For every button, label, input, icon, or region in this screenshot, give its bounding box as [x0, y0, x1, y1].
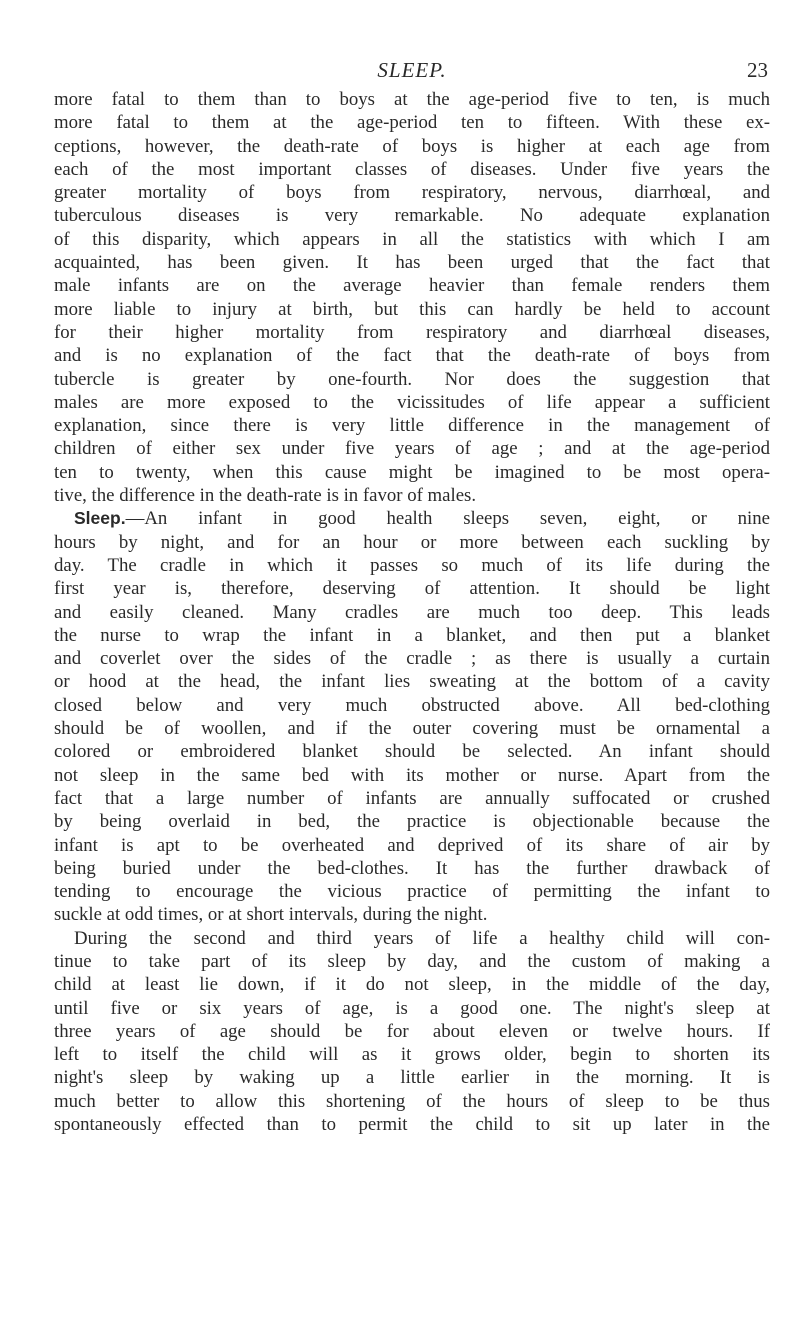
text-line: left to itself the child will as it grows older, begin to shorten its [54, 1044, 770, 1066]
text-line: for their higher mortality from respiratory and diarrhœal diseases, [54, 321, 770, 343]
text-line: greater mortality of boys from respiratory, nervous, diarrhœal, and [54, 182, 770, 204]
page-number: 23 [747, 58, 768, 82]
text-line: until five or six years of age, is a good one. The night's sleep at [54, 997, 770, 1019]
text-line: infant is apt to be overheated and deprived of its share of air by [54, 834, 770, 856]
text-line: During the second and third years of life a healthy child will con- [74, 927, 770, 949]
text-line: more fatal to them at the age-period ten to fifteen. With these ex- [54, 112, 770, 134]
text-line: children of either sex under five years of age ; and at the age-period [54, 438, 770, 460]
text-line: night's sleep by waking up a little earlier in the morning. It is [54, 1067, 770, 1089]
text-line: should be of woollen, and if the outer covering must be ornamental a [54, 718, 770, 740]
text-line: or hood at the head, the infant lies sweating at the bottom of a cavity [54, 671, 770, 693]
text-line: by being overlaid in bed, the practice is objectionable because the [54, 811, 770, 833]
text-line: not sleep in the same bed with its mother or nurse. Apart from the [54, 764, 770, 786]
text-line: tinue to take part of its sleep by day, and the custom of making a [54, 950, 770, 972]
text-line: three years of age should be for about eleven or twelve hours. If [54, 1020, 770, 1042]
text-line: acquainted, has been given. It has been urged that the fact that [54, 252, 770, 274]
text-line: more fatal to them than to boys at the age-period five to ten, is much [54, 89, 770, 110]
text-line: and is no explanation of the fact that the death-rate of boys from [54, 345, 770, 367]
text-line: tubercle is greater by one-fourth. Nor does the suggestion that [54, 368, 770, 390]
text-line: fact that a large number of infants are annually suffocated or crushed [54, 787, 770, 809]
text-line-content: —An infant in good health sleeps seven, eight, or nine [125, 508, 770, 530]
text-line: males are more exposed to the vicissitudes of life appear a sufficient [54, 391, 770, 413]
text-line: colored or embroidered blanket should be selected. An infant should [54, 741, 770, 763]
running-title: SLEEP. [377, 58, 447, 82]
running-head [54, 58, 770, 82]
text-line: more liable to injury at birth, but this can hardly be held to account [54, 298, 770, 320]
text-line: each of the most important classes of diseases. Under five years the [54, 158, 770, 180]
text-line: day. The cradle in which it passes so much of its life during the [54, 554, 770, 576]
text-line: tive, the difference in the death-rate is in favor of males. [54, 485, 477, 507]
text-line: of this disparity, which appears in all the statistics with which I am [54, 228, 770, 250]
text-line: closed below and very much obstructed above. All bed-clothing [54, 694, 770, 716]
section-heading: Sleep. [74, 508, 126, 529]
text-line: suckle at odd times, or at short intervals, during the night. [54, 904, 488, 926]
text-line: child at least lie down, if it do not sleep, in the middle of the day, [54, 974, 770, 996]
body-text [54, 88, 770, 1136]
text-line: tuberculous diseases is very remarkable. No adequate explanation [54, 205, 770, 227]
text-line: tending to encourage the vicious practice of permitting the infant to [54, 881, 770, 903]
text-line: explanation, since there is very little difference in the management of [54, 415, 770, 437]
section-first-line [54, 507, 770, 530]
text-line: much better to allow this shortening of the hours of sleep to be thus [54, 1090, 770, 1112]
text-line: and coverlet over the sides of the cradle ; as there is usually a curtain [54, 648, 770, 670]
text-line: first year is, therefore, deserving of attention. It should be light [54, 578, 770, 600]
text-line: male infants are on the average heavier than female renders them [54, 275, 770, 297]
text-line: ten to twenty, when this cause might be imagined to be most opera- [54, 461, 770, 483]
text-line: the nurse to wrap the infant in a blanket, and then put a blanket [54, 624, 770, 646]
text-line: and easily cleaned. Many cradles are much too deep. This leads [54, 601, 770, 623]
text-line: ceptions, however, the death-rate of boys is higher at each age from [54, 135, 770, 157]
text-line: spontaneously effected than to permit the child to sit up later in the [54, 1114, 770, 1136]
text-line: hours by night, and for an hour or more between each suckling by [54, 531, 770, 553]
text-line: being buried under the bed-clothes. It has the further drawback of [54, 857, 770, 879]
